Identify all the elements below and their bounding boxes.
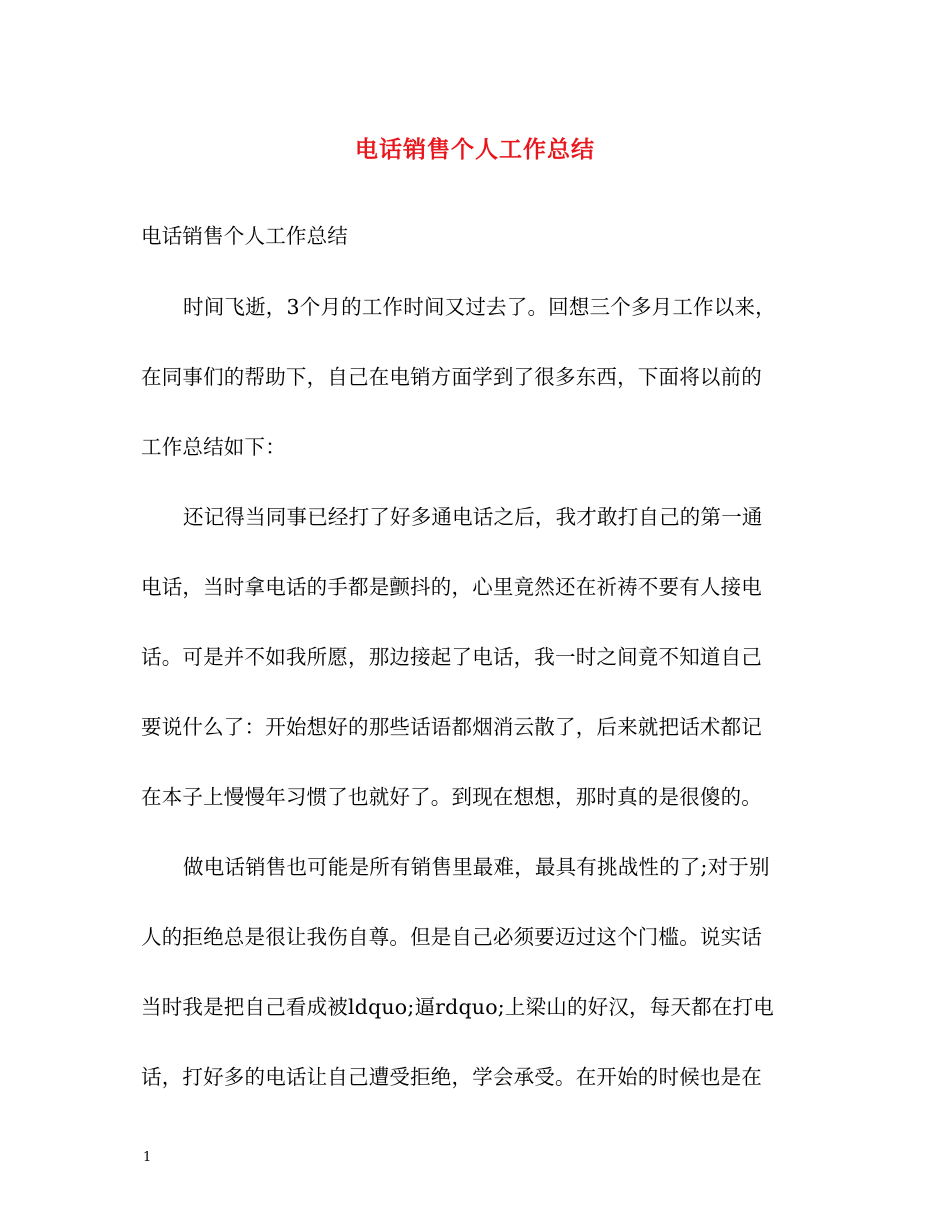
document-subtitle: 电话销售个人工作总结 (141, 224, 348, 248)
paragraph-line: 当时我是把自己看成被ldquo;逼rdquo;上梁山的好汉，每天都在打电 (141, 995, 774, 1019)
paragraph-line: 人的拒绝总是很让我伤自尊。但是自己必须要迈过这个门槛。说实话 (141, 925, 762, 949)
paragraph-line: 做电话销售也可能是所有销售里最难，最具有挑战性的了;对于别 (183, 855, 770, 879)
paragraph-line: 时间飞逝，3个月的工作时间又过去了。回想三个多月工作以来， (183, 295, 776, 319)
paragraph-line: 在同事们的帮助下，自己在电销方面学到了很多东西，下面将以前的 (141, 365, 762, 389)
paragraph-line: 在本子上慢慢年习惯了也就好了。到现在想想，那时真的是很傻的。 (141, 785, 762, 809)
paragraph-line: 话，打好多的电话让自己遭受拒绝，学会承受。在开始的时候也是在 (141, 1065, 762, 1089)
paragraph-line: 要说什么了：开始想好的那些话语都烟消云散了，后来就把话术都记 (141, 715, 762, 739)
paragraph-line: 还记得当同事已经打了好多通电话之后，我才敢打自己的第一通 (183, 505, 763, 529)
page-number: 1 (143, 1150, 152, 1165)
paragraph-line: 电话，当时拿电话的手都是颤抖的，心里竟然还在祈祷不要有人接电 (141, 575, 762, 599)
paragraph-line: 话。可是并不如我所愿，那边接起了电话，我一时之间竟不知道自己 (141, 645, 762, 669)
document-title: 电话销售个人工作总结 (355, 136, 595, 163)
paragraph-line: 工作总结如下： (141, 435, 286, 459)
